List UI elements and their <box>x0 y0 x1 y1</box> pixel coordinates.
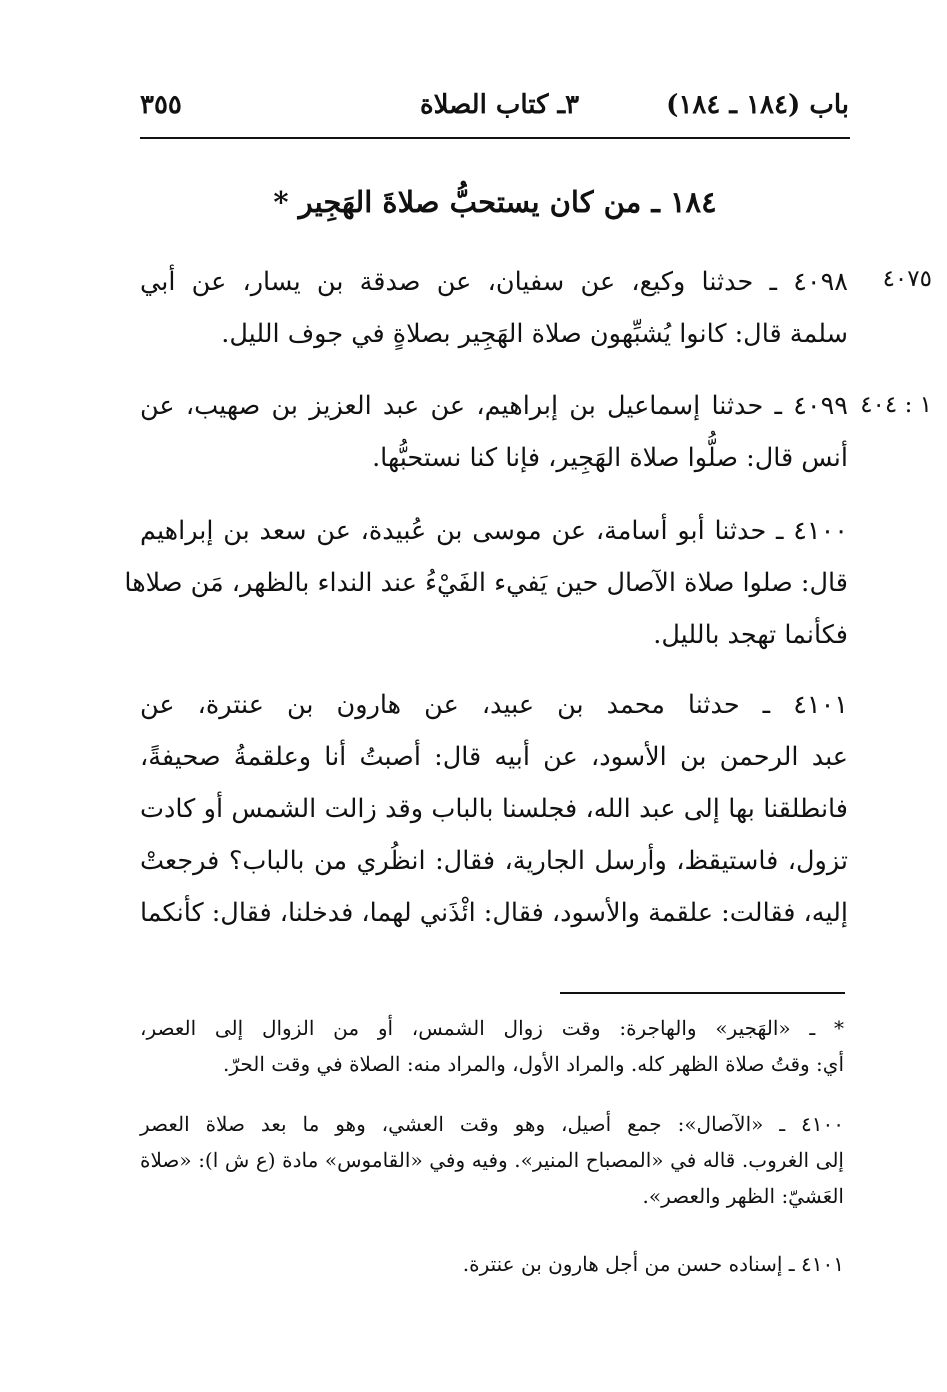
hadith-paragraph <box>140 679 848 939</box>
hadith-line: فانطلقنا بها إلى عبد الله، فجلسنا بالباب وقد زالت الشمس أو كادت <box>140 794 848 824</box>
footnote-line: إلى الغروب. قاله في «المصباح المنير». وفيه وفي «القاموس» مادة (ع ش ا): «صلاة <box>140 1148 844 1172</box>
hadith-line: ٤٠٩٨ ـ حدثنا وكيع، عن سفيان، عن صدقة بن يسار، عن أبي <box>140 267 848 297</box>
hadith-line: أنس قال: صلُّوا صلاة الهَجِير، فإنا كنا نستحبُّها. <box>372 443 848 473</box>
hadith-line: تزول، فاستيقظ، وأرسل الجارية، فقال: انظُري من بالباب؟ فرجعتْ <box>140 846 848 876</box>
hadith-line: عبد الرحمن بن الأسود، عن أبيه قال: أصبتُ أنا وعلقمةُ صحيفةً، <box>140 742 848 772</box>
hadith-line: سلمة قال: كانوا يُشبِّهون صلاة الهَجِير بصلاةٍ في جوف الليل. <box>221 319 848 349</box>
footnote <box>140 1010 844 1082</box>
footnote-line: العَشيّ: الظهر والعصر». <box>642 1184 844 1208</box>
footnote-line: ٤١٠٠ ـ «الآصال»: جمع أصيل، وهو وقت العشي، وهو ما بعد صلاة العصر <box>140 1112 844 1136</box>
footnote-line: أي: وقتُ صلاة الظهر كله. والمراد الأول، والمراد منه: الصلاة في وقت الحرّ. <box>222 1052 844 1076</box>
footnote-line: * ـ «الهَجير» والهاجرة: وقت زوال الشمس، أو من الزوال إلى العصر، <box>140 1016 845 1040</box>
book-title: ٣ـ كتاب الصلاة <box>420 90 580 120</box>
chapter-range: باب (١٨٤ ـ ١٨٤) <box>666 90 849 120</box>
hadith-paragraph <box>124 505 848 661</box>
hadith-line: إليه، فقالت: علقمة والأسود، فقال: ائْذَني لهما، فدخلنا، فقال: كأنكما <box>140 898 848 928</box>
header-divider <box>140 137 850 139</box>
hadith-line: ٤١٠١ ـ حدثنا محمد بن عبيد، عن هارون بن عنترة، عن <box>140 690 848 720</box>
margin-reference: ١ : ٤٠٤ <box>860 392 932 418</box>
margin-reference: ٤٠٧٥ <box>882 266 932 292</box>
hadith-line: فكأنما تهجد بالليل. <box>653 620 848 650</box>
footnote-line: ٤١٠١ ـ إسناده حسن من أجل هارون بن عنترة. <box>462 1252 844 1276</box>
page-number: ٣٥٥ <box>140 90 182 120</box>
footnote <box>140 1106 844 1214</box>
footnote-divider <box>560 992 845 994</box>
hadith-line: قال: صلوا صلاة الآصال حين يَفيء الفَيْءُ عند النداء بالظهر، مَن صلاها <box>124 568 848 598</box>
hadith-paragraph <box>140 380 848 484</box>
hadith-paragraph <box>140 256 848 360</box>
section-title: ١٨٤ ـ من كان يستحبُّ صلاةَ الهَجِير * <box>273 185 717 219</box>
footnote <box>140 1246 844 1282</box>
hadith-line: ٤١٠٠ ـ حدثنا أبو أسامة، عن موسى بن عُبيدة، عن سعد بن إبراهيم <box>140 516 848 546</box>
hadith-line: ٤٠٩٩ ـ حدثنا إسماعيل بن إبراهيم، عن عبد العزيز بن صهيب، عن <box>140 391 848 421</box>
